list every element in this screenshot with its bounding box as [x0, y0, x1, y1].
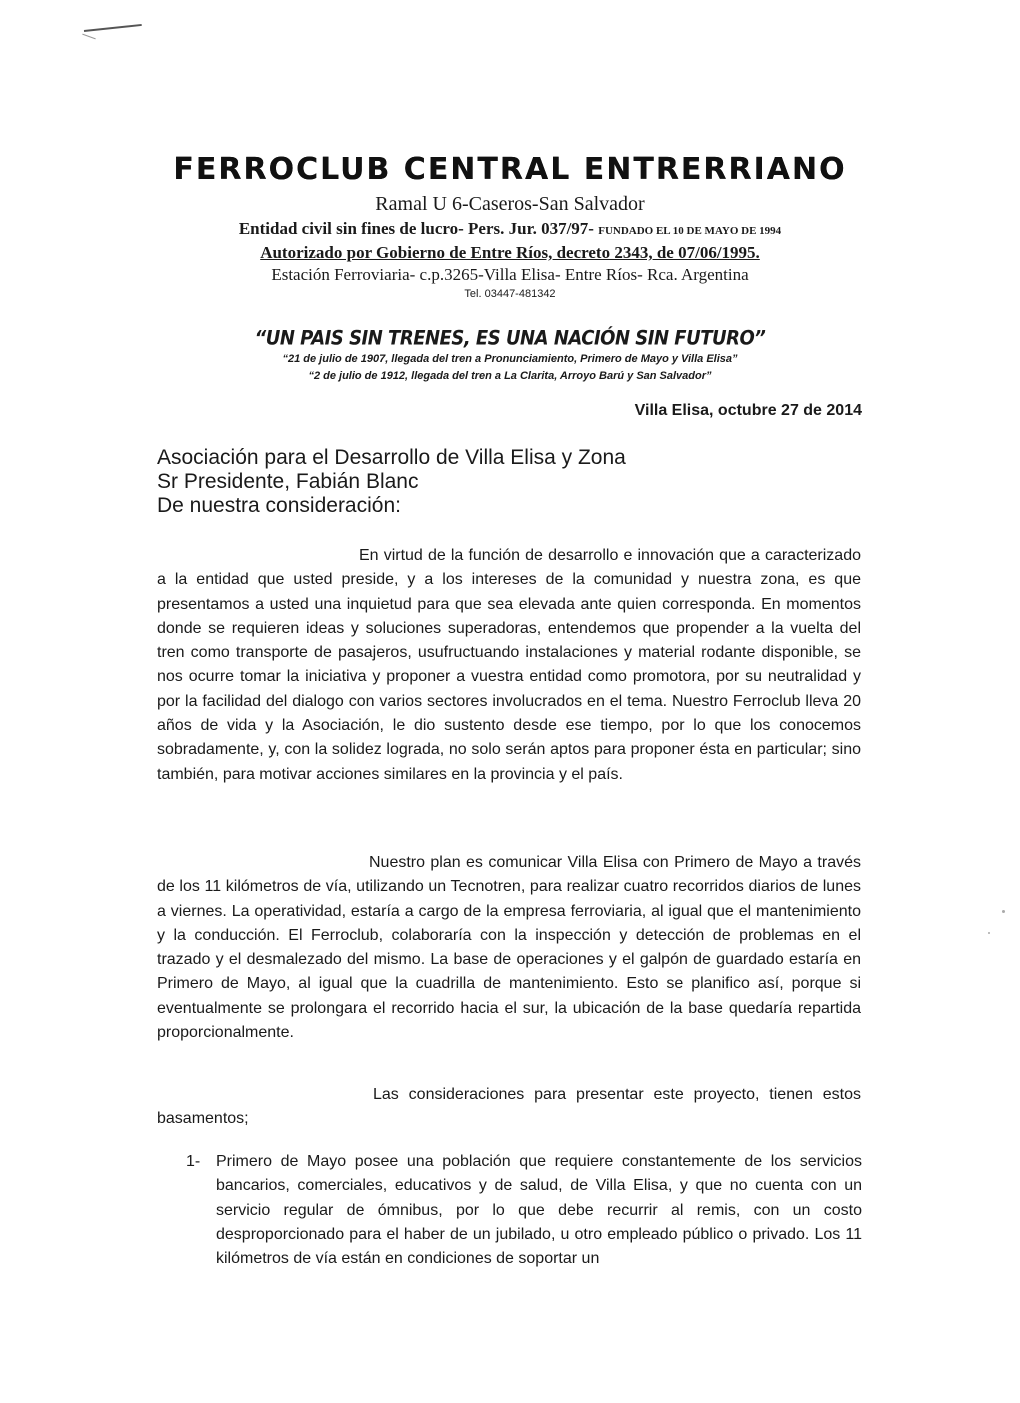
club-name: FERROCLUB CENTRAL ENTRERRIANO [173, 152, 847, 187]
scan-speck [988, 932, 990, 934]
entidad-line [0, 218, 1020, 242]
fundado-text: FUNDADO EL 10 DE MAYO DE 1994 [598, 225, 782, 237]
addressee-line: Sr Presidente, Fabián Blanc [157, 470, 419, 493]
body-paragraph: En virtud de la función de desarrollo e innovación que a caracterizado a la entidad que usted preside, y a los intereses de la comunidad y nuestra zona, es que presentamos a usted una inquietud para que sea elevada ante quien corresponda. En momentos donde se requieren ideas y soluciones superadoras, entendemos que propender a la vuelta del tren como transporte de pasajeros, usufructuando instalaciones y material rodante disponible, se nos ocurre tomar la iniciativa y proponer a vuestra entidad como promotora, por su neutralidad y por la facilidad del dialogo con varios sectores involucrados en el tema. Nuestro Ferroclub lleva 20 años de vida y la Asociación, le dio sustento desde ese tiempo, por lo que los conocemos sobradamente, y, con la solidez lograda, no solo serán aptos para proponer ésta en particular; sino también, para motivar acciones similares en la provincia y el país. [157, 547, 861, 783]
addressee-block [157, 446, 626, 518]
historical-quote: “21 de julio de 1907, llegada del tren a Pronunciamiento, Primero de Mayo y Villa Elisa” [282, 353, 738, 365]
motto: “UN PAIS SIN TRENES, ES UNA NACIÓN SIN FUTURO” [254, 326, 766, 351]
letter-date: Villa Elisa, octubre 27 de 2014 [634, 402, 862, 419]
body-paragraph: Las consideraciones para presentar este proyecto, tienen estos basamentos; [157, 1086, 861, 1128]
salutation: De nuestra consideración: [157, 494, 401, 517]
letterhead [0, 150, 1020, 302]
list-item [186, 1150, 862, 1271]
estacion-line: Estación Ferroviaria- c.p.3265-Villa Elisa- Entre Ríos- Rca. Argentina [271, 265, 749, 284]
list-item-text: Primero de Mayo posee una población que requiere constantemente de los servicios bancarios, comerciales, educativos y de salud, de Villa Elisa, y que no cuenta con un servicio regular de ómnibus, por lo que debe recurrir al remis, con un costo desproporcionado para el haber de un jubilado, u otro empleado público o privado. Los 11 kilómetros de vía están en condiciones de soportar un [216, 1153, 862, 1268]
historical-quote: “2 de julio de 1912, llegada del tren a La Clarita, Arroyo Barú y San Salvador” [308, 370, 712, 382]
addressee-line: Asociación para el Desarrollo de Villa Elisa y Zona [157, 446, 626, 469]
scan-pen-mark-tail [82, 34, 95, 40]
body-paragraph: Nuestro plan es comunicar Villa Elisa con Primero de Mayo a través de los 11 kilómetros de vía, utilizando un Tecnotren, para realizar cuatro recorridos diarios de lunes a viernes. La operatividad, estaría a cargo de la empresa ferroviaria, al igual que el mantenimiento y la conducción. El Ferroclub, colaboraría con la inspección y detección de problemas en el trazado y el desmalezado del mismo. La base de operaciones y el galpón de guardado estaría en Primero de Mayo, al igual que la cuadrilla de mantenimiento. Esto se planifico así, porque si eventualmente se prolongara el recorrido hacia el sur, la ubicación de la base quedaría repartida proporcionalmente. [157, 854, 861, 1042]
ramal-line: Ramal U 6-Caseros-San Salvador [375, 193, 645, 215]
autorizado-line: Autorizado por Gobierno de Entre Ríos, decreto 2343, de 07/06/1995. [260, 243, 760, 262]
entidad-text: Entidad civil sin fines de lucro- Pers. Jur. 037/97- [238, 219, 594, 238]
considerations-list [186, 1150, 862, 1271]
scan-pen-mark [84, 24, 142, 32]
list-item-number: 1- [186, 1153, 201, 1170]
scan-speck [1002, 910, 1005, 913]
telephone-line: Tel. 03447-481342 [464, 288, 556, 300]
